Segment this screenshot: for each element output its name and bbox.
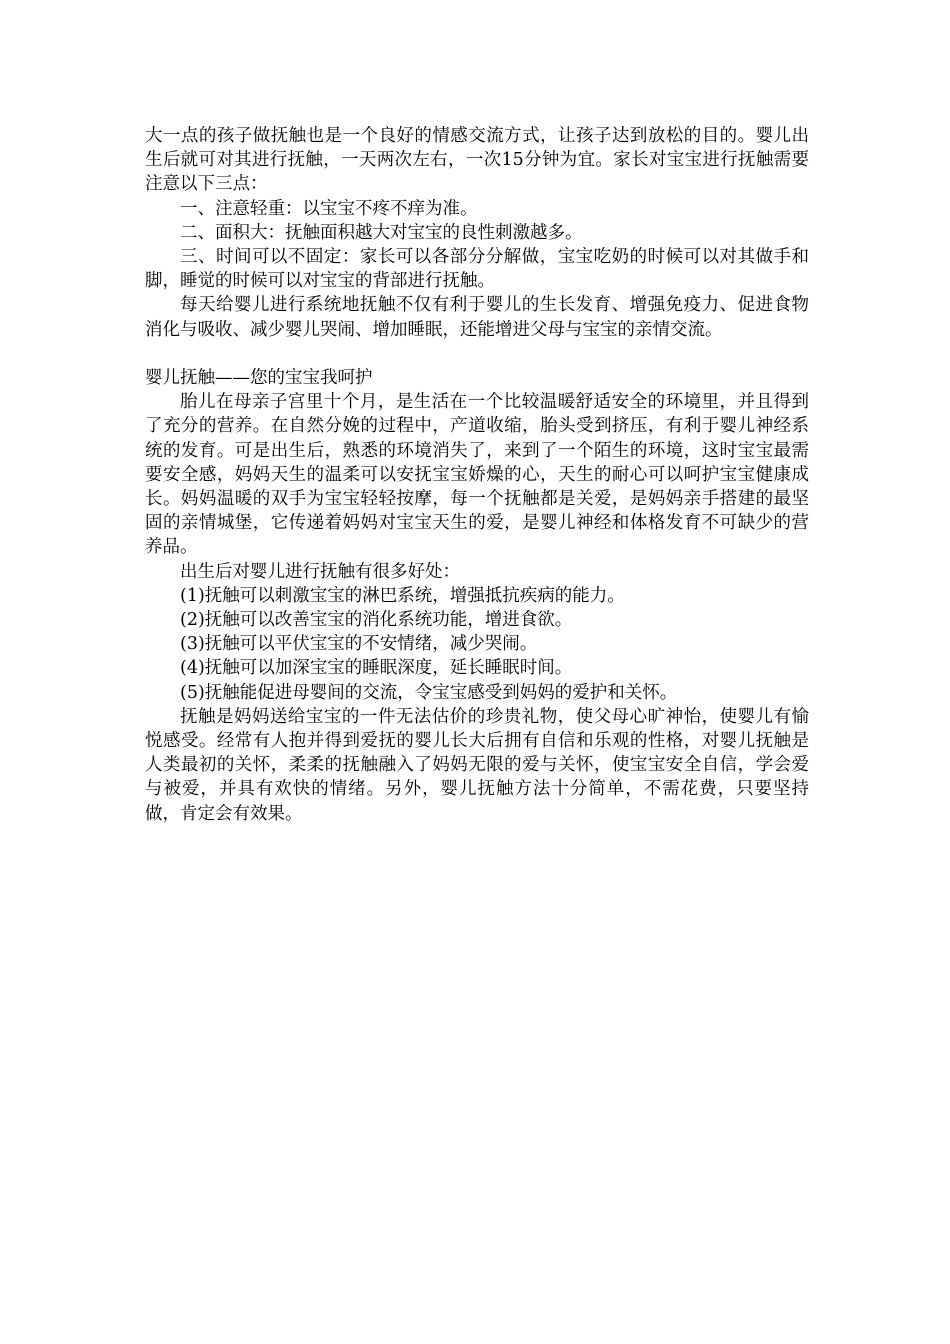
benefit-item-1: (1)抚触可以刺激宝宝的淋巴系统，增强抵抗疾病的能力。 bbox=[180, 585, 625, 606]
benefits-lead: 出生后对婴儿进行抚触有很多好处： bbox=[180, 561, 460, 582]
tip-item-2: 二、面积大：抚触面积越大对宝宝的良性刺激越多。 bbox=[180, 222, 583, 243]
benefit-item-3: (3)抚触可以平伏宝宝的不安情绪，减少哭闹。 bbox=[180, 634, 538, 655]
benefit-item-4: (4)抚触可以加深宝宝的睡眠深度，延长睡眠时间。 bbox=[180, 658, 573, 679]
benefit-item-2: (2)抚触可以改善宝宝的消化系统功能，增进食欲。 bbox=[180, 610, 573, 631]
paragraph-closing: 抚触是妈妈送给宝宝的一件无法估价的珍贵礼物，使父母心旷神怡，使婴儿有愉悦感受。经常有人抱并得到爱抚的婴儿长大后拥有自信和乐观的性格，对婴儿抚触是人类最初的关怀，柔柔的抚触融入了妈妈无限的爱与关怀，使宝宝安全自信，学会爱与被爱，并具有欢快的情绪。另外，婴儿抚触方法十分简单，不需花费，只要坚持做，肯定会有效果。 bbox=[145, 706, 809, 824]
paragraph-intro: 大一点的孩子做抚触也是一个良好的情感交流方式，让孩子达到放松的目的。婴儿出生后就可对其进行抚触，一天两次左右，一次15分钟为宜。家长对宝宝进行抚触需要注意以下三点： bbox=[145, 126, 809, 195]
tip-item-1: 一、注意轻重：以宝宝不疼不痒为准。 bbox=[180, 198, 478, 219]
paragraph-summary: 每天给婴儿进行系统地抚触不仅有利于婴儿的生长发育、增强免疫力、促进食物消化与吸收、减少婴儿哭闹、增加睡眠，还能增进父母与宝宝的亲情交流。 bbox=[145, 295, 809, 340]
paragraph-fetus: 胎儿在母亲子宫里十个月，是生活在一个比较温暖舒适安全的环境里，并且得到了充分的营养。在自然分娩的过程中，产道收缩，胎头受到挤压，有利于婴儿神经系统的发育。可是出生后，熟悉的环境消失了，来到了一个陌生的环境，这时宝宝最需要安全感，妈妈天生的温柔可以安抚宝宝娇燥的心，天生的耐心可以呵护宝宝健康成长。妈妈温暖的双手为宝宝轻轻按摩，每一个抚触都是关爱，是妈妈亲手搭建的最坚固的亲情城堡，它传递着妈妈对宝宝天生的爱，是婴儿神经和体格发育不可缺少的营养品。 bbox=[145, 392, 809, 558]
tip-item-3: 三、时间可以不固定：家长可以各部分分解做，宝宝吃奶的时候可以对其做手和脚，睡觉的时候可以对宝宝的背部进行抚触。 bbox=[145, 247, 809, 292]
document-page bbox=[145, 124, 809, 826]
section-title: 婴儿抚触——您的宝宝我呵护 bbox=[145, 368, 373, 389]
benefit-item-5: (5)抚触能促进母婴间的交流，令宝宝感受到妈妈的爱护和关怀。 bbox=[180, 682, 678, 703]
